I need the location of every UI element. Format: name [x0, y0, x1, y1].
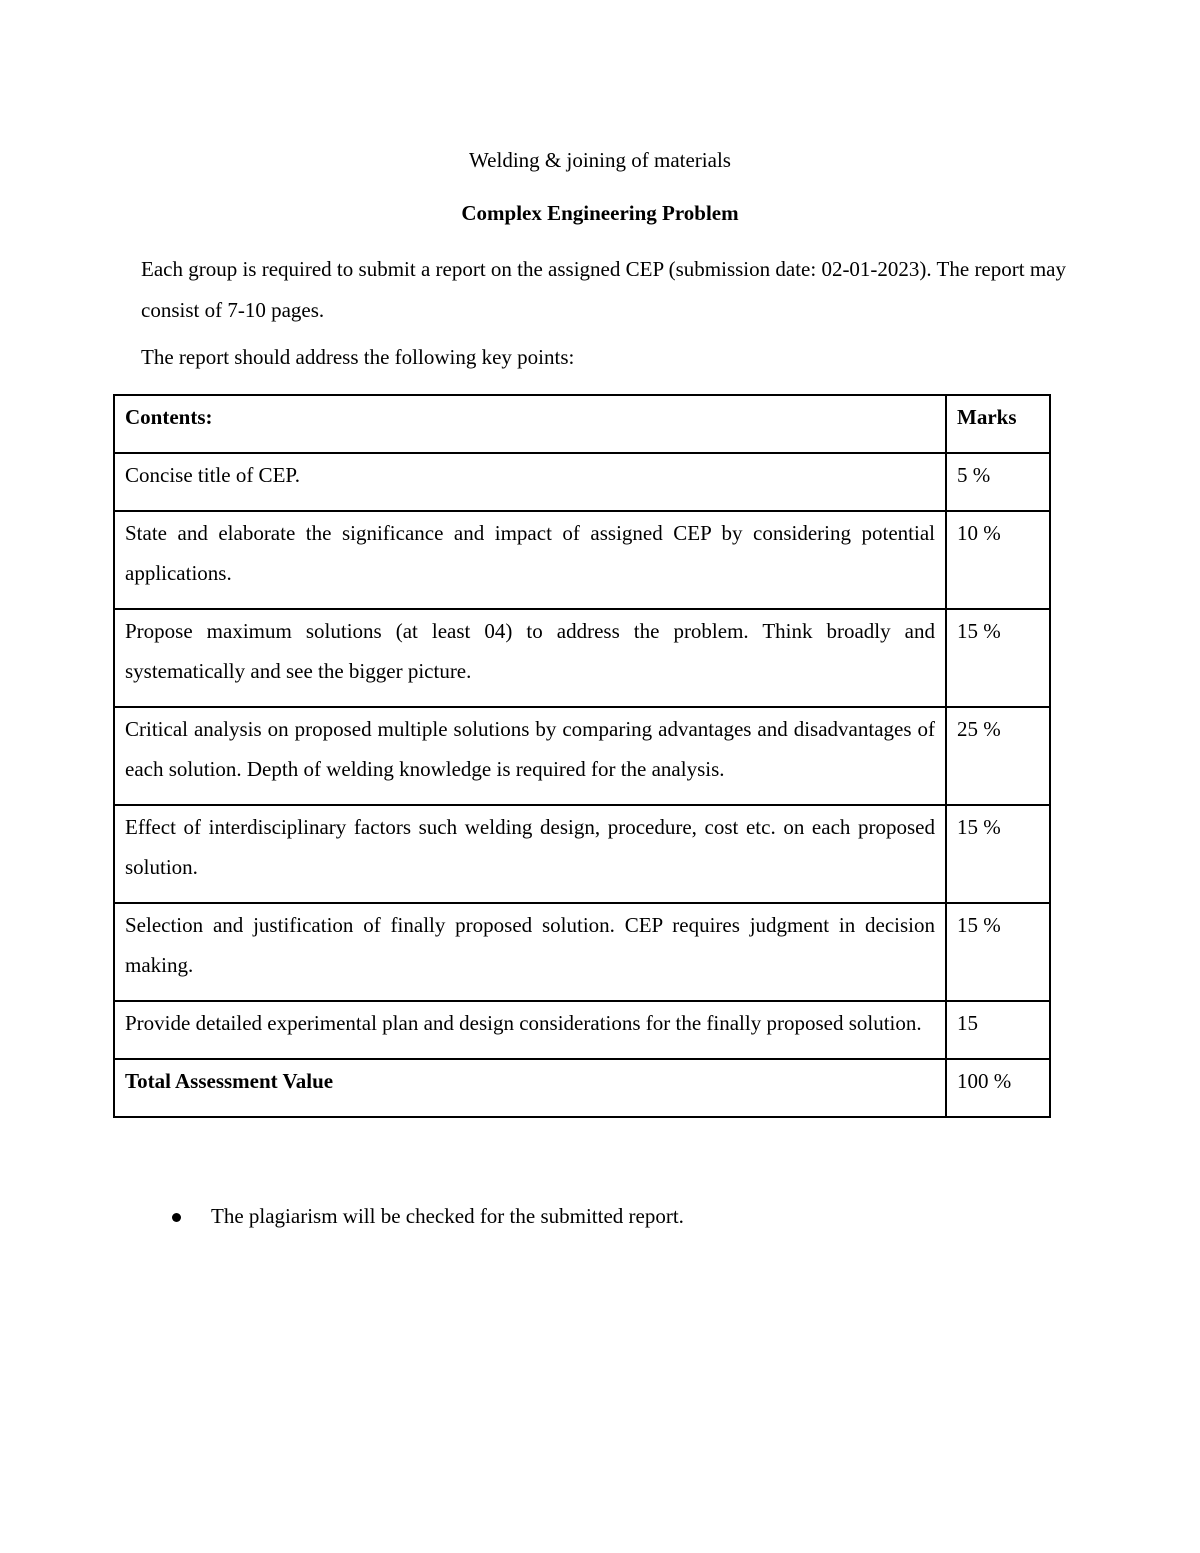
- document-title: Welding & joining of materials: [469, 148, 731, 172]
- content-cell: Propose maximum solutions (at least 04) to address the problem. Think broadly and systematically and see the bigger picture.: [114, 609, 946, 707]
- bullet-icon: [172, 1213, 181, 1222]
- lead-sentence: The report should address the following key points:: [141, 345, 575, 369]
- table-header-row: [114, 395, 1050, 453]
- list-item: [172, 1201, 684, 1231]
- marks-table: [113, 394, 1051, 1118]
- marks-cell: 15: [946, 1001, 1050, 1059]
- table-row: [114, 805, 1050, 903]
- content-cell: State and elaborate the significance and impact of assigned CEP by considering potential applications.: [114, 511, 946, 609]
- document-subtitle: Complex Engineering Problem: [461, 201, 739, 225]
- marks-cell: 15 %: [946, 609, 1050, 707]
- marks-cell: 25 %: [946, 707, 1050, 805]
- total-row: [114, 1059, 1050, 1117]
- total-label: Total Assessment Value: [114, 1059, 946, 1117]
- total-value: 100 %: [946, 1059, 1050, 1117]
- content-cell: Critical analysis on proposed multiple solutions by comparing advantages and disadvantages of each solution. Depth of welding knowledge is required for the analysis.: [114, 707, 946, 805]
- content-cell: Provide detailed experimental plan and design considerations for the finally proposed solution.: [114, 1001, 946, 1059]
- table-row: [114, 707, 1050, 805]
- content-cell: Concise title of CEP.: [114, 453, 946, 511]
- table-row: [114, 453, 1050, 511]
- content-cell: Effect of interdisciplinary factors such welding design, procedure, cost etc. on each proposed solution.: [114, 805, 946, 903]
- table-row: [114, 1001, 1050, 1059]
- table-row: [114, 903, 1050, 1001]
- marks-header: Marks: [946, 395, 1050, 453]
- content-cell: Selection and justification of finally proposed solution. CEP requires judgment in decision making.: [114, 903, 946, 1001]
- notes-list: [172, 1201, 684, 1231]
- contents-header: Contents:: [114, 395, 946, 453]
- table-row: [114, 511, 1050, 609]
- intro-paragraph: Each group is required to submit a report on the assigned CEP (submission date: 02-01-2023). The report may consist of 7-10 pages.: [141, 257, 1066, 322]
- marks-cell: 15 %: [946, 805, 1050, 903]
- marks-cell: 5 %: [946, 453, 1050, 511]
- note-text: The plagiarism will be checked for the submitted report.: [211, 1204, 684, 1228]
- marks-cell: 10 %: [946, 511, 1050, 609]
- table-row: [114, 609, 1050, 707]
- marks-cell: 15 %: [946, 903, 1050, 1001]
